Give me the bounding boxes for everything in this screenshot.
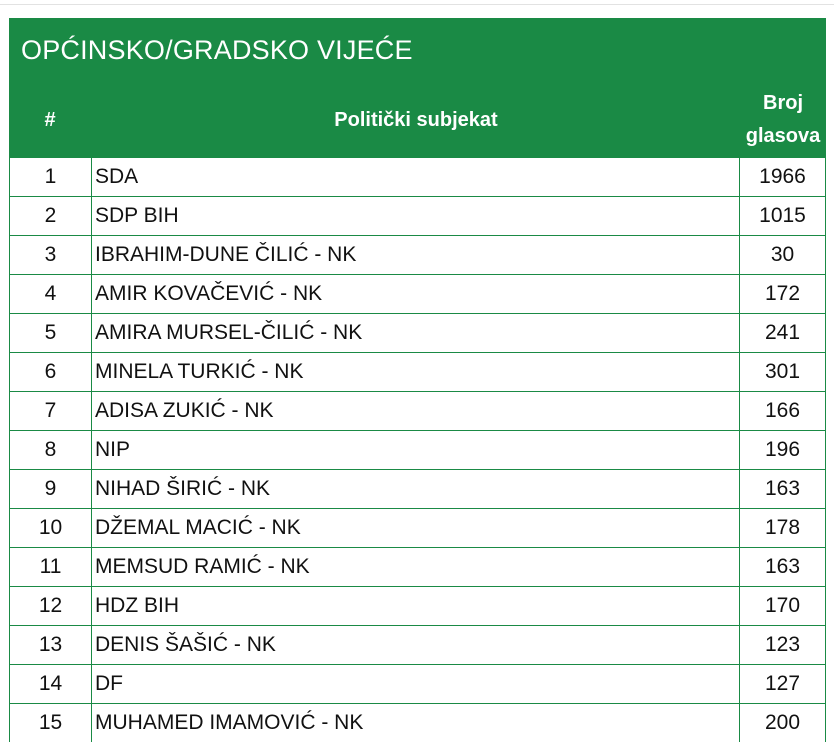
column-header-votes: [741, 82, 825, 158]
table-row: [10, 158, 825, 197]
party-name: NIP: [92, 431, 740, 469]
table-row: [10, 314, 825, 353]
row-number: 15: [10, 704, 92, 742]
vote-count: 196: [764, 438, 801, 461]
row-number: 2: [10, 197, 92, 235]
party-name: MEMSUD RAMIĆ - NK: [92, 548, 740, 586]
party-name: AMIRA MURSEL-ČILIĆ - NK: [92, 314, 740, 352]
vote-count: 123: [764, 633, 801, 656]
party-name: NIHAD ŠIRIĆ - NK: [92, 470, 740, 508]
row-number: 6: [10, 353, 92, 391]
vote-count: 1966: [759, 165, 806, 188]
party-name: DENIS ŠAŠIĆ - NK: [92, 626, 740, 664]
row-number: 1: [10, 158, 92, 196]
row-number: 7: [10, 392, 92, 430]
vote-count: 200: [764, 711, 801, 734]
vote-count: 166: [764, 399, 801, 422]
table-row: [10, 587, 825, 626]
vote-count: 1015: [759, 204, 806, 227]
row-number: 3: [10, 236, 92, 274]
table-row: [10, 704, 825, 742]
table-body: [9, 158, 826, 742]
table-row: [10, 197, 825, 236]
vote-count: 178: [764, 516, 801, 539]
row-number: 12: [10, 587, 92, 625]
party-name: HDZ BIH: [92, 587, 740, 625]
table-title: OPĆINSKO/GRADSKO VIJEĆE: [21, 35, 413, 65]
table-header: [9, 18, 826, 158]
vote-count: 170: [764, 594, 801, 617]
row-number: 14: [10, 665, 92, 703]
party-name: MUHAMED IMAMOVIĆ - NK: [92, 704, 740, 742]
party-name: AMIR KOVAČEVIĆ - NK: [92, 275, 740, 313]
row-number: 13: [10, 626, 92, 664]
column-header-row: [9, 82, 826, 158]
row-number: 8: [10, 431, 92, 469]
column-header-number: #: [44, 108, 56, 131]
row-number: 5: [10, 314, 92, 352]
table-row: [10, 470, 825, 509]
table-row: [10, 509, 825, 548]
vote-count: 163: [764, 477, 801, 500]
column-header-votes-line1: Broj: [763, 92, 803, 114]
row-number: 10: [10, 509, 92, 547]
table-row: [10, 626, 825, 665]
table-row: [10, 236, 825, 275]
row-number: 4: [10, 275, 92, 313]
vote-count: 163: [764, 555, 801, 578]
column-header-party: Politički subjekat: [334, 108, 498, 131]
table-row: [10, 548, 825, 587]
table-row: [10, 353, 825, 392]
vote-count: 241: [764, 321, 801, 344]
party-name: ADISA ZUKIĆ - NK: [92, 392, 740, 430]
party-name: DF: [92, 665, 740, 703]
party-name: IBRAHIM-DUNE ČILIĆ - NK: [92, 236, 740, 274]
vote-count: 301: [764, 360, 801, 383]
table-row: [10, 275, 825, 314]
row-number: 9: [10, 470, 92, 508]
party-name: MINELA TURKIĆ - NK: [92, 353, 740, 391]
table-row: [10, 392, 825, 431]
party-name: DŽEMAL MACIĆ - NK: [92, 509, 740, 547]
vote-count: 30: [770, 243, 795, 266]
vote-count: 172: [764, 282, 801, 305]
table-row: [10, 665, 825, 704]
party-name: SDP BIH: [92, 197, 740, 235]
election-results-table: [9, 18, 826, 742]
vote-count: 127: [764, 672, 801, 695]
party-name: SDA: [92, 158, 740, 196]
table-row: [10, 431, 825, 470]
top-divider: [0, 4, 834, 5]
row-number: 11: [10, 548, 92, 586]
column-header-votes-line2: glasova: [745, 125, 821, 147]
